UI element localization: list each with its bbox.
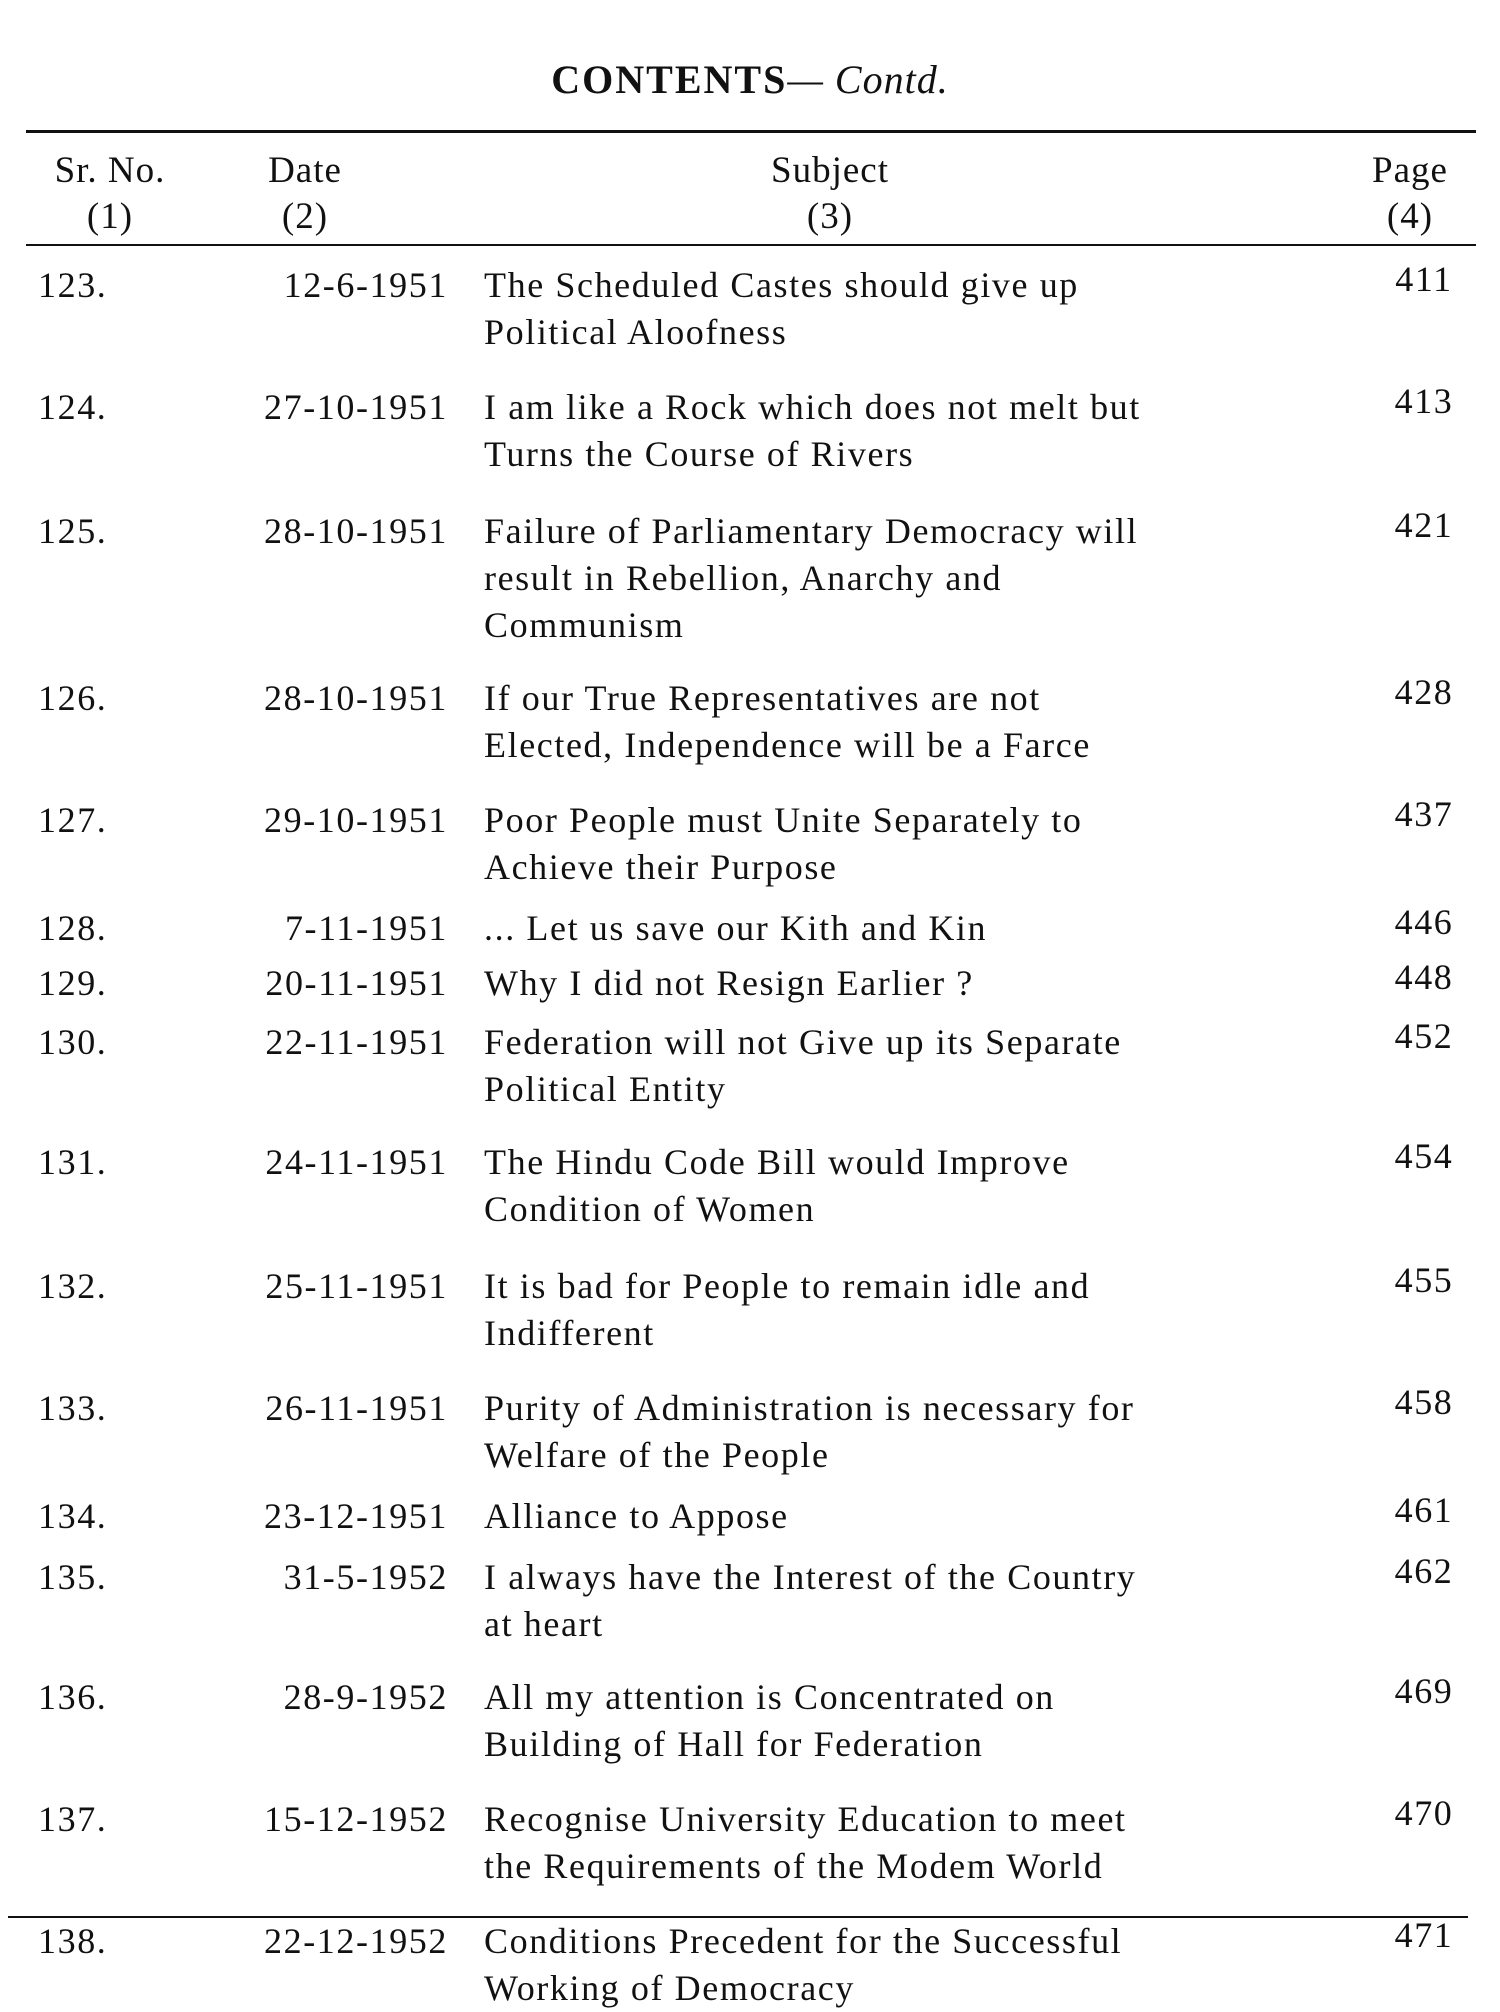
table-row [0, 1382, 1500, 1479]
column-header-sr-no [30, 148, 190, 240]
column-header-sr-no-number: (1) [86, 196, 134, 237]
sr-no-cell: 133. [38, 1388, 108, 1428]
page-cell: 471 [1394, 1915, 1454, 1955]
page-cell: 461 [1394, 1490, 1454, 1530]
date-cell: 24-11-1951 [265, 1142, 448, 1182]
column-header-page [1360, 148, 1460, 240]
subject-line: Why I did not Resign Earlier ? [484, 963, 974, 1003]
page-cell: 454 [1394, 1136, 1454, 1176]
subject-cell [484, 1796, 1364, 1890]
sr-no-cell: 138. [38, 1921, 108, 1961]
table-row [0, 1671, 1500, 1768]
table-row [0, 1915, 1500, 2012]
table-row [0, 259, 1500, 356]
header-rule [26, 244, 1476, 246]
subject-line: the Requirements of the Modem World [484, 1846, 1104, 1886]
date-cell: 29-10-1951 [264, 800, 448, 840]
table-row [0, 381, 1500, 478]
column-header-page-number: (4) [1386, 196, 1434, 237]
subject-line: Recognise University Education to meet [484, 1799, 1127, 1839]
subject-line: I always have the Interest of the Country [484, 1557, 1137, 1597]
page-cell: 413 [1394, 381, 1454, 421]
subject-line: Indifferent [484, 1313, 655, 1353]
title-sub: — Contd. [787, 57, 949, 102]
subject-line: Welfare of the People [484, 1435, 830, 1475]
subject-line: It is bad for People to remain idle and [484, 1266, 1091, 1306]
page-cell: 452 [1394, 1016, 1454, 1056]
table-row [0, 1551, 1500, 1648]
column-header-sr-no-label: Sr. No. [54, 150, 166, 191]
column-header-page-label: Page [1372, 150, 1448, 191]
subject-cell [484, 508, 1364, 649]
date-cell: 15-12-1952 [264, 1799, 448, 1839]
page-cell: 455 [1394, 1260, 1454, 1300]
date-cell: 31-5-1952 [283, 1557, 448, 1597]
column-header-date-number: (2) [281, 196, 329, 237]
sr-no-cell: 128. [38, 908, 108, 948]
sr-no-cell: 134. [38, 1496, 108, 1536]
subject-cell [484, 1674, 1364, 1768]
subject-line: Failure of Parliamentary Democracy will [484, 511, 1139, 551]
sr-no-cell: 137. [38, 1799, 108, 1839]
column-header-subject-label: Subject [771, 150, 889, 191]
sr-no-cell: 136. [38, 1677, 108, 1717]
table-row [0, 1016, 1500, 1113]
date-cell: 23-12-1951 [264, 1496, 448, 1536]
subject-cell [484, 797, 1364, 891]
subject-line: The Hindu Code Bill would Improve [484, 1142, 1070, 1182]
page-cell: 437 [1394, 794, 1454, 834]
subject-line: Working of Democracy [484, 1968, 855, 2008]
subject-cell [484, 905, 1364, 952]
date-cell: 28-9-1952 [283, 1677, 448, 1717]
table-row [0, 505, 1500, 649]
subject-line: Political Entity [484, 1069, 727, 1109]
table-row [0, 1260, 1500, 1357]
page-cell: 411 [1395, 259, 1453, 299]
table-row [0, 1793, 1500, 1890]
column-header-date-label: Date [268, 150, 342, 191]
column-header-subject [700, 148, 960, 240]
subject-cell [484, 262, 1364, 356]
subject-line: Federation will not Give up its Separate [484, 1022, 1122, 1062]
subject-line: Alliance to Appose [484, 1496, 789, 1536]
page-title [0, 56, 1500, 103]
subject-cell [484, 1263, 1364, 1357]
subject-cell [484, 1554, 1364, 1648]
table-row [0, 794, 1500, 891]
page-cell: 421 [1394, 505, 1454, 545]
sr-no-cell: 129. [38, 963, 108, 1003]
contents-table [0, 259, 1500, 2012]
subject-line: Condition of Women [484, 1189, 816, 1229]
subject-line: ... Let us save our Kith and Kin [484, 908, 988, 948]
title-main: CONTENTS [551, 57, 788, 102]
table-row [0, 1136, 1500, 1233]
subject-line: The Scheduled Castes should give up [484, 265, 1079, 305]
date-cell: 26-11-1951 [265, 1388, 448, 1428]
subject-cell [484, 960, 1364, 1007]
subject-line: Elected, Independence will be a Farce [484, 725, 1091, 765]
table-row [0, 672, 1500, 769]
sr-no-cell: 124. [38, 387, 108, 427]
page-cell: 470 [1394, 1793, 1454, 1833]
subject-line: Purity of Administration is necessary for [484, 1388, 1135, 1428]
date-cell: 12-6-1951 [283, 265, 448, 305]
subject-line: at heart [484, 1604, 604, 1644]
date-cell: 28-10-1951 [264, 678, 448, 718]
date-cell: 25-11-1951 [265, 1266, 448, 1306]
date-cell: 22-12-1952 [264, 1921, 448, 1961]
date-cell: 27-10-1951 [264, 387, 448, 427]
sr-no-cell: 131. [38, 1142, 108, 1182]
date-cell: 7-11-1951 [284, 908, 448, 948]
page-cell: 428 [1394, 672, 1454, 712]
sr-no-cell: 125. [38, 511, 108, 551]
page-cell: 469 [1394, 1671, 1454, 1711]
table-row [0, 902, 1500, 952]
page-cell: 446 [1394, 902, 1454, 942]
subject-line: I am like a Rock which does not melt but [484, 387, 1141, 427]
subject-line: Building of Hall for Federation [484, 1724, 984, 1764]
subject-line: Communism [484, 605, 685, 645]
subject-line: Poor People must Unite Separately to [484, 800, 1083, 840]
subject-line: Conditions Precedent for the Successful [484, 1921, 1123, 1961]
sr-no-cell: 130. [38, 1022, 108, 1062]
subject-cell [484, 675, 1364, 769]
date-cell: 20-11-1951 [265, 963, 448, 1003]
sr-no-cell: 132. [38, 1266, 108, 1306]
column-header-date [230, 148, 380, 240]
sr-no-cell: 135. [38, 1557, 108, 1597]
subject-line: result in Rebellion, Anarchy and [484, 558, 1003, 598]
subject-cell [484, 1139, 1364, 1233]
page-cell: 462 [1394, 1551, 1454, 1591]
subject-cell [484, 1019, 1364, 1113]
subject-cell [484, 1918, 1364, 2012]
subject-line: All my attention is Concentrated on [484, 1677, 1055, 1717]
subject-cell [484, 1493, 1364, 1540]
sr-no-cell: 123. [38, 265, 108, 305]
subject-line: Political Aloofness [484, 312, 788, 352]
table-row [0, 1490, 1500, 1540]
date-cell: 28-10-1951 [264, 511, 448, 551]
sr-no-cell: 126. [38, 678, 108, 718]
page-cell: 458 [1394, 1382, 1454, 1422]
subject-cell [484, 384, 1364, 478]
top-rule [26, 130, 1476, 133]
sr-no-cell: 127. [38, 800, 108, 840]
subject-line: Turns the Course of Rivers [484, 434, 915, 474]
date-cell: 22-11-1951 [265, 1022, 448, 1062]
table-row [0, 957, 1500, 1007]
bottom-rule [8, 1916, 1468, 1918]
column-header-subject-number: (3) [806, 196, 854, 237]
subject-cell [484, 1385, 1364, 1479]
subject-line: If our True Representatives are not [484, 678, 1041, 718]
page-cell: 448 [1394, 957, 1454, 997]
subject-line: Achieve their Purpose [484, 847, 838, 887]
